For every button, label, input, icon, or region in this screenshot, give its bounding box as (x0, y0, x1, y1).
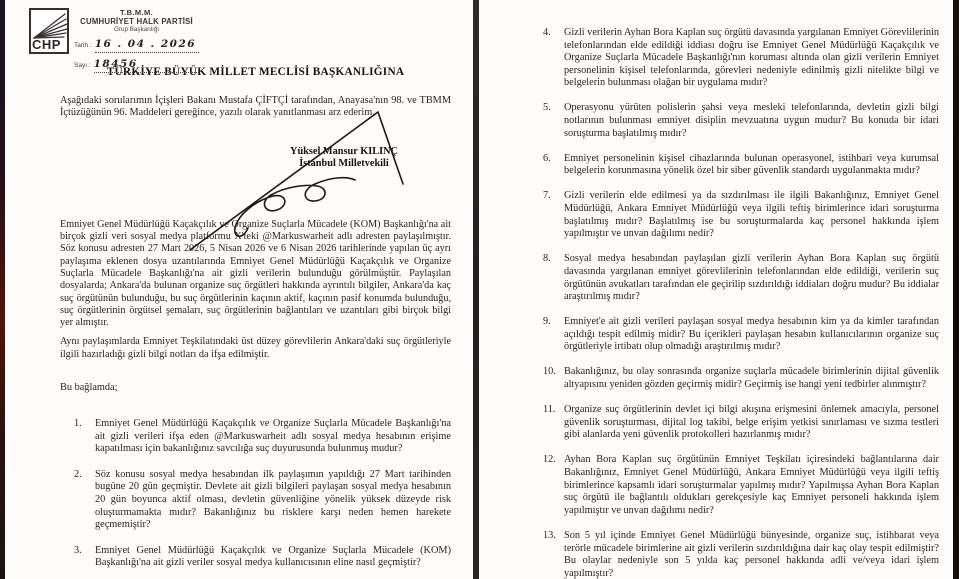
stamp-date-label: Tarih : (74, 42, 92, 49)
question-item (543, 530, 939, 579)
question-text: Bakanlığınız, bu olay sonrasında organize suçlarla mücadele birimlerinin dijital güvenlik altyapısını yeniden gözden geçirmiş midir? Geçirmiş ise hangi yeni tedbirler alınmıştır? (564, 366, 939, 391)
question-number: 8. (543, 253, 551, 265)
chp-logo-label: CHP (32, 37, 61, 52)
question-number: 2. (74, 468, 82, 480)
stamp-number-value: 18456 (93, 58, 138, 70)
question-number: 4. (543, 27, 551, 38)
question-item (543, 454, 939, 517)
scan-edge-right (953, 0, 959, 579)
question-number: 11. (543, 404, 556, 416)
stamp-number-row (74, 54, 199, 73)
body-paragraph-2: Aynı paylaşımlarda Emniyet Teşkilatındaki üst düzey görevlilerin Ankara'daki suç örgütleriyle ilgili hazırladığı gizli bilgi notları da ifşa edilmiştir. (60, 336, 451, 360)
question-number: 9. (543, 316, 551, 328)
question-item (543, 190, 939, 240)
question-text: Organize suç örgütlerinin devlet içi bilgi akışına erişmesini önlemek amacıyla, personel güvenlik soruşturması, dijital log takibi, belge erişim yetkisi sınırlaması ve sızma testleri gibi alanlarda yeni güvenlik protokolleri hazırlanmış mıdır? (564, 404, 939, 441)
question-item (74, 418, 451, 456)
question-text: Operasyonu yürüten polislerin şahsi veya mesleki telefonlarında, devletin gizli bilgi notlarının bulunması emniyet disiplin mevzuatına uygun mudur? Bu konuda bir idari soruşturma başlatılmış mıdır? (564, 102, 939, 139)
question-item (543, 253, 939, 303)
question-text: Söz konusu sosyal medya hesabından ilk paylaşımın yapıldığı 27 Mart tarihinden bugüne 20 gün geçmiştir. Devlete ait gizli bilgileri paylaşan sosyal medya hesabının 20 gün boyunca aktif olması, devletin güvenliğine yönelik yüksek düzeyde risk oluşturmamakta mıdır? Bakanlığınız bu risklere karşı neden hemen harekete geçmemiştir? (95, 468, 451, 531)
question-item (543, 404, 939, 442)
question-number: 6. (543, 152, 551, 164)
stamp-party-name: CUMHURİYET HALK PARTİSİ (80, 17, 193, 26)
question-list-page-2 (543, 27, 939, 579)
stamp-group-presidency: Grup Başkanlığı (113, 26, 160, 33)
question-text: Son 5 yıl içinde Emniyet Genel Müdürlüğü bünyesinde, organize suç, istihbarat veya terörle mücadele birimlerine ait gizli verilerin sızdırıldığına dair kaç olay tespit edilmiştir? Bu olaylar nedeniyle son 5 yılda kaç personel hakkında adli ve/veya idari işlem yapılmıştır? (564, 529, 939, 579)
question-number: 10. (543, 366, 556, 378)
stamp-tbmm: T.B.M.M. (119, 8, 154, 17)
question-text: Emniyet personelinin kişisel cihazlarında bulunan operasyonel, istihbari veya kurumsal belgelerin korunmasına yönelik özel bir siber güvenlik standardı uygulanmakta mıdır? (564, 152, 939, 177)
question-item (543, 316, 939, 354)
question-number: 13. (543, 529, 556, 541)
signatory-title: İstanbul Milletvekili (299, 158, 389, 170)
question-text: Ayhan Bora Kaplan suç örgütünün Emniyet Teşkilatı içiresindeki bağlantılarına dair Bakanlığınız, Emniyet Genel Müdürlüğü, Ankara Emniyet Müdürlüğü veya ilgili teftiş birimlerince kapsamlı idari soruşturmalar yapılmış mıdır? Yapılmışsa Ayhan Bora Kaplan suç örgütü ile bağlantılı oldukları gerekçesiyle kaç Emniyet personeli hakkında işlem yapılmıştır ve unvan dağılımı nedir? (564, 454, 939, 516)
question-number: 12. (543, 454, 556, 466)
question-text: Gizli verilerin elde edilmesi ya da sızdırılması ile ilgili Bakanlığınız, Emniyet Genel Müdürlüğü, Ankara Emniyet Müdürlüğü veya ilgili teftiş birimlerince idari soruşturma başlatılmış mıdır? Başlatılmış ise bu soruşturmalarda kaç personel hakkında işlem yapılmıştır ve unvan dağılımı nedir? (564, 190, 939, 240)
party-stamp (29, 8, 199, 73)
context-line: Bu bağlamda; (60, 382, 118, 394)
question-number: 1. (74, 418, 82, 430)
signature-block (269, 146, 419, 171)
question-item (543, 366, 939, 391)
question-list-page-1 (74, 418, 451, 570)
question-number: 3. (74, 544, 82, 556)
question-number: 5. (543, 102, 551, 114)
question-text: Gizli verilerin Ayhan Bora Kaplan suç örgütü davasında yargılanan Emniyet Görevlilerinin telefonlarından elde edildiği iddiası doğru ise Emniyet Genel Müdürlüğü Kaçakçılık ve Organize Suçlarla Mücadele Başkanlığı'nın koruması altında olan gizli verilerin Emniyet personelinin kişisel telefonlarında, görevleri nedeniyle edinilmiş gizli nitelikte bilgi ve belgelerin bulunması olağan bir uygulama mıdır? (564, 27, 939, 89)
intro-paragraph: Aşağıdaki sorularımın İçişleri Bakanı Mustafa ÇİFTÇİ tarafından, Anayasa'nın 98. ve TBMM İçtüzüğünün 96. Maddeleri gereğince, yazılı olarak yanıtlanması arz ederim. (60, 95, 451, 119)
body-paragraph-1: Emniyet Genel Müdürlüğü Kaçakçılık ve Organize Suçlarla Mücadele (KOM) Başkanlığı'na ait birçok gizli veri sosyal medya platformu X'teki @Markuswarheit adlı adresten paylaşılmıştır. Söz konusu adresten 27 Mart 2026, 5 Nisan 2026 ve 6 Nisan 2026 tarihlerinde yapılan üç ayrı paylaşıma eklenen dosya uzantılarında Emniyet Genel Müdürlüğü Kaçakçılık ve Organize Suçlarla Mücadele Başkanlığı'na ait gizli verilerin bulunduğu görülmüştür. Paylaşılan dosyalarda; Ankara'da bulunan organize suç örgütleri hakkında ayrıntılı bilgiler, Ankara'da kaç suç örgütünün bulunduğu, bu suç örgütlerinin kaçının aktif, kaçının pasif konumda bulunduğu, suç örgütlerinin örgütsel şemaları, suç örgütlerinin bağlantıları ve uzantıları gibi birçok bilgi yer almıştır. (60, 218, 451, 329)
question-item (543, 27, 939, 90)
stamp-text-block (74, 8, 199, 73)
stamp-date-row (74, 34, 199, 53)
document-title: TÜRKİYE BÜYÜK MİLLET MECLİSİ BAŞKANLIĞINA (106, 66, 405, 78)
question-item (74, 469, 451, 532)
stamp-date-value: 16 . 04 . 2026 (94, 38, 197, 50)
question-item (543, 153, 939, 178)
stamp-number-label: Sayı : (74, 62, 91, 69)
question-text: Emniyet Genel Müdürlüğü Kaçakçılık ve Organize Suçlarla Mücadele Başkanlığı'na ait gizli verileri ifşa eden @Markuswarheit adlı sosyal medya hesabının erişime kapatılması için bakanlığınız savcılığa suç duyurusunda bulunmuş mudur? (95, 418, 451, 455)
signatory-name: Yüksel Mansur KILINÇ (290, 145, 398, 157)
document-page-1 (5, 0, 473, 579)
document-page-2 (479, 0, 953, 579)
question-text: Sosyal medya hesabından paylaşılan gizli verilerin Ayhan Bora Kaplan suç örgütü davasında yargılanan emniyet görevlilerinin telefonlarından elde edildiği, verilerin suç örgütünün avukatları tarafından ele geçirilip sızdırıldığı iddiaları doğru mudur? Bu iddialar araştırılmış mıdır? (564, 253, 939, 303)
question-text: Emniyet Genel Müdürlüğü Kaçakçılık ve Organize Suçlarla Mücadele (KOM) Başkanlığı'na ait gizli veriler sosyal medya kullanıcısının eline nasıl geçmiştir? (95, 544, 451, 569)
question-item (74, 545, 451, 570)
question-text: Emniyet'e ait gizli verileri paylaşan sosyal medya hesabının kim ya da kimler tarafından açıldığı tespit edilmiş midir? Bu içerikleri paylaşan hesabın kullanıcılarının organize suç örgütleriyle irtibatı olup olmadığı araştırılmış mıdır? (564, 316, 939, 353)
question-item (543, 102, 939, 140)
question-number: 7. (543, 190, 551, 202)
chp-logo (29, 8, 69, 54)
